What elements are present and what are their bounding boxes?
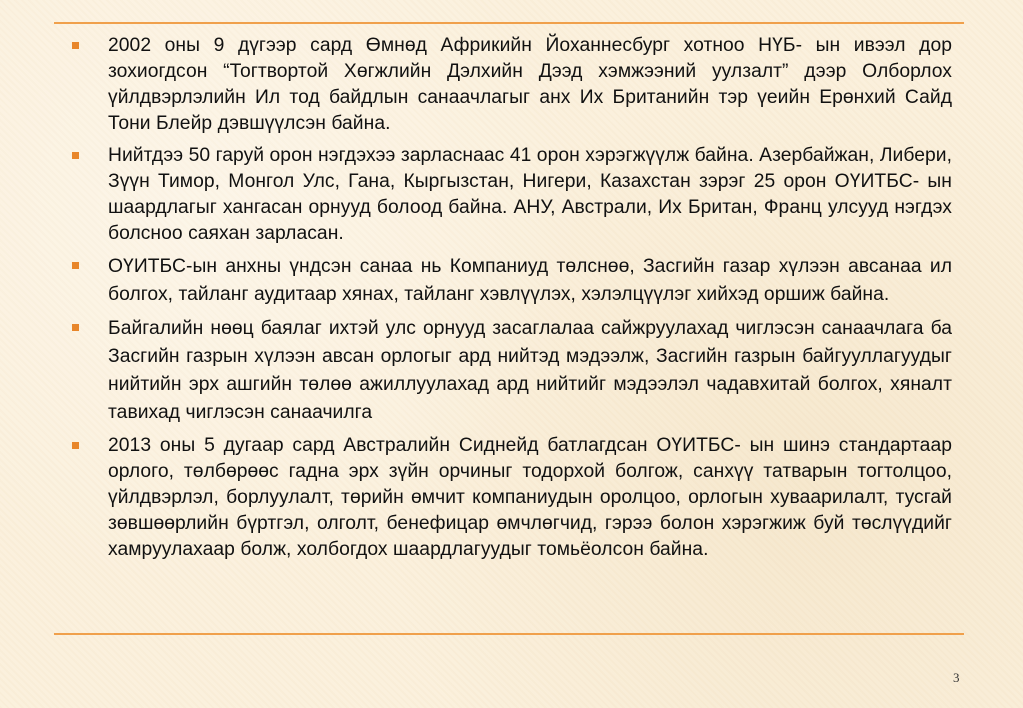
- bullet-item-3: [68, 253, 952, 309]
- bullet-marker-icon: [72, 442, 79, 449]
- bullet-item-4: [68, 315, 952, 427]
- bullet-text-2: Нийтдээ 50 гаруй орон нэгдэхээ зарласнаас 41 орон хэрэгжүүлж байна. Азербайжан, Либери, Зүүн Тимор, Монгол Улс, Гана, Кыргызстан, Нигери, Казахстан зэрэг 25 орон ОҮИТБС- ын шаардлагыг хангасан орнууд болоод байна. АНУ, Австрали, Их Британ, Франц улсууд нэгдэх болсноо саяхан зарласан.: [108, 145, 952, 244]
- bullet-item-1: [68, 33, 952, 137]
- bullet-marker-icon: [72, 152, 79, 159]
- bullet-item-5: [68, 433, 952, 563]
- bullet-list: [68, 33, 952, 569]
- bullet-item-2: [68, 143, 952, 247]
- bullet-text-4: Байгалийн нөөц баялаг ихтэй улс орнууд засаглалаа сайжруулахад чиглэсэн санаачлага ба Засгийн газрын хүлээн авсан орлогыг ард нийтэд мэдээлж, Засгийн газрын байгууллагуудыг нийтийн эрх ашгийн төлөө ажиллуулахад ард нийтийг мэдээлэл чадавхитай болгох, хяналт тавихад чиглэсэн санаачилга: [108, 318, 952, 423]
- bullet-text-1: 2002 оны 9 дүгээр сард Өмнөд Африкийн Йоханнесбург хотноо НҮБ- ын ивээл дор зохиогдсон “Тогтвортой Хөгжлийн Дэлхийн Дээд хэмжээний уулзалт” дээр Олборлох үйлдвэрлэлийн Ил тод байдлын санаачлагыг анх Их Британийн тэр үеийн Ерөнхий Сайд Тони Блейр дэвшүүлсэн байна.: [108, 35, 952, 134]
- bottom-divider: [54, 633, 964, 635]
- bullet-marker-icon: [72, 42, 79, 49]
- top-divider: [54, 22, 964, 24]
- page-number: 3: [953, 670, 960, 685]
- bullet-text-3: ОҮИТБС-ын анхны үндсэн санаа нь Компаниуд төлснөө, Засгийн газар хүлээн авсанаа ил болгох, тайланг аудитаар хянах, тайланг хэвлүүлэх, хэлэлцүүлэг хийхэд оршиж байна.: [108, 256, 952, 305]
- bullet-marker-icon: [72, 324, 79, 331]
- bullet-text-5: 2013 оны 5 дугаар сард Австралийн Сиднейд батлагдсан ОҮИТБС- ын шинэ стандартаар орлого, төлбөрөөс гадна эрх зүйн орчиныг тодорхой болгож, санхүү татварын тогтолцоо, үйлдвэрлэл, борлуулалт, төрийн өмчит компаниудын оролцоо, орлогын хуваарилалт, тусгай зөвшөөрлийн бүртгэл, олголт, бенефицар өмчлөгчид, гэрээ болон хэрэгжиж буй төслүүдийг хамруулахаар болж, холбогдох шаардлагуудыг томьёолсон байна.: [108, 435, 952, 560]
- bullet-marker-icon: [72, 262, 79, 269]
